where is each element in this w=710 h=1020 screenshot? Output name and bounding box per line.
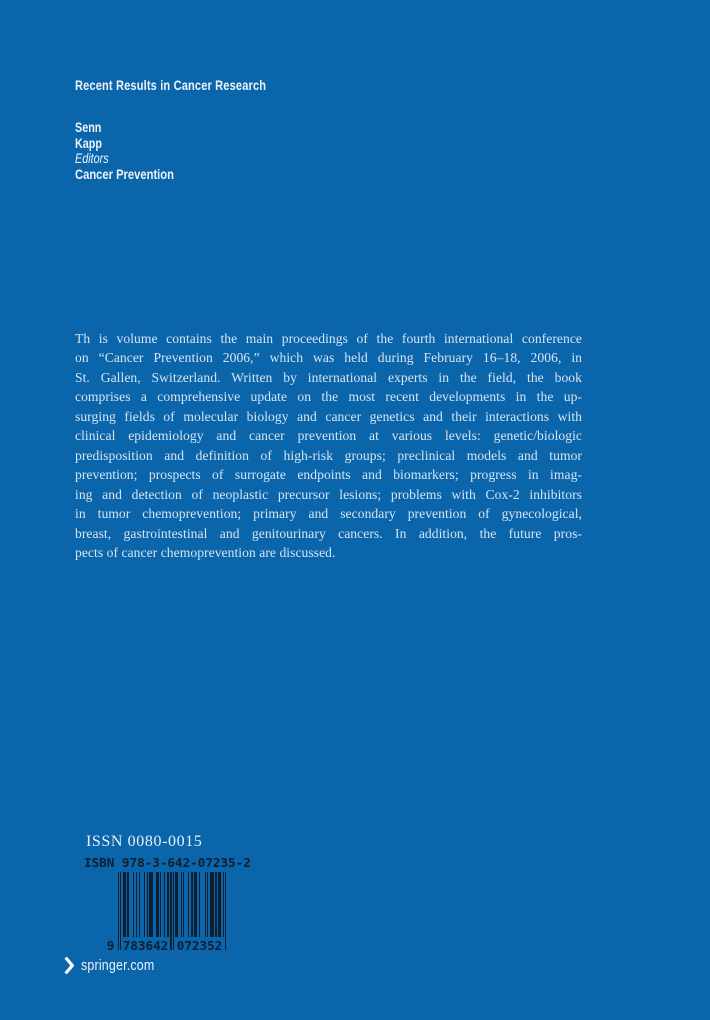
description-line: Th is volume contains the main proceedings of the fourth international conference: [75, 331, 582, 346]
springer-logo: [64, 956, 166, 975]
editors-label: Editors: [75, 151, 109, 167]
description-line: prevention; prospects of surrogate endpoints and biomarkers; progress in imag-: [75, 467, 582, 483]
series-title: Recent Results in Cancer Research: [75, 78, 267, 93]
barcode: [108, 872, 234, 956]
author-kapp: Kapp: [75, 135, 102, 151]
description-line: in tumor chemoprevention; primary and secondary prevention of gynecological,: [75, 506, 582, 522]
description-line: predisposition and definition of high-risk groups; preclinical models and tumor: [75, 447, 582, 463]
description-line: on “Cancer Prevention 2006,” which was held during February 16–18, 2006, in: [75, 350, 582, 366]
barcode-digits-left: 783642: [122, 938, 169, 953]
description-line: surging fields of molecular biology and cancer genetics and their interactions with: [75, 408, 582, 424]
book-title: Cancer Prevention: [75, 166, 174, 183]
springer-chevron-icon: [64, 956, 74, 975]
barcode-digits-right: 072352: [176, 938, 223, 953]
description-line: St. Gallen, Switzerland. Written by international experts in the field, the book: [75, 369, 582, 385]
issn-text: ISSN 0080-0015: [86, 833, 203, 850]
description-line: breast, gastrointestinal and genitourinary cancers. In addition, the future pros-: [75, 525, 582, 541]
barcode-prefix-digit: 9: [106, 938, 115, 953]
author-block: [75, 120, 174, 183]
description: [75, 329, 582, 562]
description-line: ing and detection of neoplastic precursor lesions; problems with Cox-2 inhibitors: [75, 486, 582, 502]
description-line: pects of cancer chemoprevention are discussed.: [75, 544, 336, 560]
springer-url: springer.com: [81, 957, 155, 974]
author-senn: Senn: [75, 120, 102, 135]
description-line: comprises a comprehensive update on the most recent developments in the up-: [75, 389, 582, 405]
isbn-text: ISBN 978-3-642-07235-2: [84, 855, 251, 870]
description-line: clinical epidemiology and cancer prevention at various levels: genetic/biologic: [75, 428, 582, 444]
